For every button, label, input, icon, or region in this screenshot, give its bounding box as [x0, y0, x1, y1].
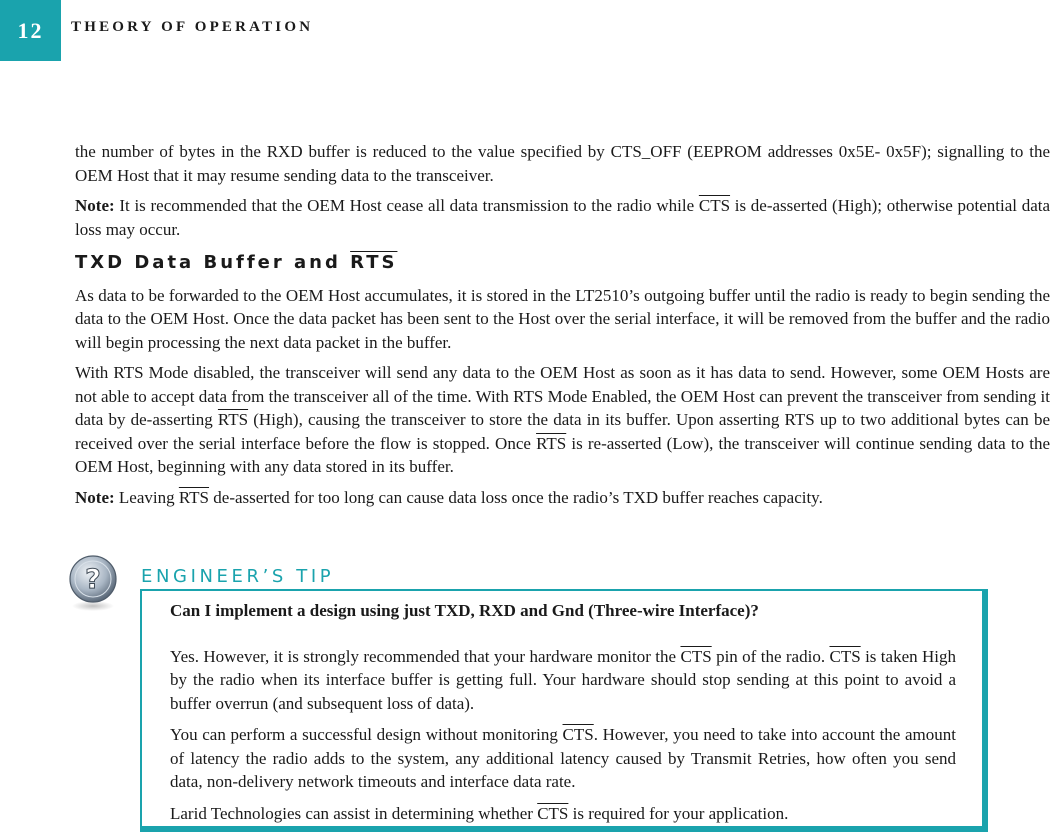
tip-answer-1: Yes. However, it is strongly recommended that your hardware monitor the $\overline{CTS}$ pin of the radio. $\overline{CTS}$ is taken High by the radio when its interface buffer is getting full. Your hardware should stop sending at this point to avoid a buffer overrun (and subsequent loss of data). — [170, 646, 957, 713]
note-label: Note: — [75, 196, 115, 215]
tip-box — [140, 589, 988, 832]
cts-signal: $\overline{CTS}$ — [698, 196, 731, 215]
section-paragraph-1: As data to be forwarded to the OEM Host accumulates, it is stored in the LT2510’s outgoing buffer until the radio is ready to begin sending the data to the OEM Host. Once the data packet has been sent to the Host over the serial interface, it will be removed from the buffer and the radio will begin processing the next data packet in the buffer. — [75, 285, 1050, 352]
page-number-badge — [0, 0, 61, 61]
section-heading: TXD Data Buffer and $\overline{RTS}$ — [75, 252, 398, 273]
intro-paragraph: the number of bytes in the RXD buffer is reduced to the value specified by CTS_OFF (EEPROM addresses 0x5E- 0x5F); signalling to the OEM Host that it may resume sending data to the transceiver. — [75, 142, 1050, 185]
cts-signal: $\overline{CTS}$ — [537, 803, 569, 823]
cts-signal: $\overline{CTS}$ — [680, 646, 712, 666]
rts-signal: $\overline{RTS}$ — [536, 433, 567, 453]
section-paragraph-2: With RTS Mode disabled, the transceiver will send any data to the OEM Host as soon as it has data to send. However, some OEM Hosts are not able to accept data from the transceiver all of the time. With RTS Mode Enabled, the OEM Host can prevent the transceiver from sending it data by de-asserting $\overline{RTS}$ (High), causing the transceiver to store the data in its buffer. Upon asserting RTS up to two additional bytes can be received over the serial interface before the flow is stopped. Once $\overline{RTS}$ is re-asserted (Low), the transceiver will continue sending data to the OEM Host, beginning with any data stored in its buffer. — [75, 363, 1050, 476]
note-cts: Note: It is recommended that the OEM Host cease all data transmission to the radio while $\overline{CTS}$ is de-asserted (High); otherwise potential data loss may occur. — [75, 196, 1050, 239]
svg-text:?: ? — [85, 564, 101, 595]
tip-answer-2: You can perform a successful design without monitoring $\overline{CTS}$. However, you need to take into account the amount of latency the radio adds to the system, any additional latency caused by Transmit Retries, how often you send data, non-delivery network timeouts and interface data rate. — [170, 725, 957, 791]
question-mark-icon — [68, 554, 118, 614]
cts-signal: $\overline{CTS}$ — [829, 646, 861, 666]
page-number: 12 — [17, 17, 44, 43]
rts-signal: $\overline{RTS}$ — [178, 487, 210, 507]
tip-heading: ENGINEER’S TIP — [141, 566, 335, 587]
rts-signal: $\overline{RTS}$ — [350, 252, 398, 273]
tip-answer-3: Larid Technologies can assist in determining whether $\overline{CTS}$ is required for your application. — [170, 803, 789, 823]
note-label: Note: — [75, 487, 115, 507]
cts-signal: $\overline{CTS}$ — [562, 725, 594, 744]
tip-question: Can I implement a design using just TXD, RXD and Gnd (Three-wire Interface)? — [170, 601, 759, 620]
body-content — [75, 140, 1050, 516]
running-header: THEORY OF OPERATION — [71, 19, 314, 35]
note-rts: Note: Leaving $\overline{RTS}$ de-asserted for too long can cause data loss once the radio’s TXD buffer reaches capacity. — [75, 487, 823, 507]
rts-signal: $\overline{RTS}$ — [217, 410, 249, 429]
